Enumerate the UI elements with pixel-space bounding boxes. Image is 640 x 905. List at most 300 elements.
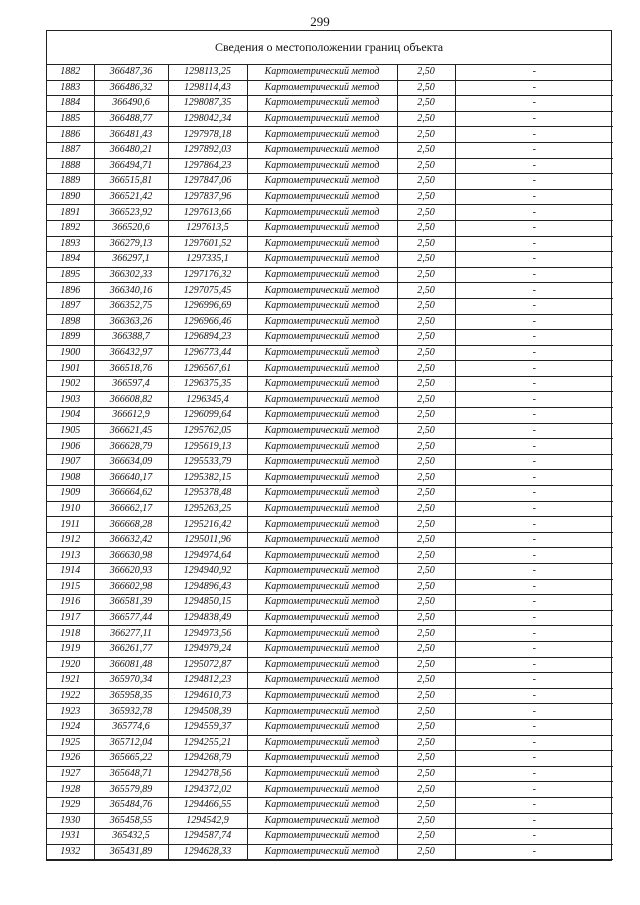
point-number-cell: 1905	[47, 423, 94, 439]
y-coordinate-cell: 1297978,18	[168, 127, 247, 143]
point-number-cell: 1918	[47, 626, 94, 642]
x-coordinate-cell: 366520,6	[94, 220, 168, 236]
accuracy-cell: 2,50	[397, 829, 455, 845]
description-cell: -	[455, 782, 613, 798]
y-coordinate-cell: 1298087,35	[168, 96, 247, 112]
description-cell: -	[455, 174, 613, 190]
accuracy-cell: 2,50	[397, 408, 455, 424]
table-row	[47, 454, 613, 470]
x-coordinate-cell: 366432,97	[94, 345, 168, 361]
x-coordinate-cell: 366486,32	[94, 80, 168, 96]
y-coordinate-cell: 1294973,56	[168, 626, 247, 642]
point-number-cell: 1930	[47, 813, 94, 829]
x-coordinate-cell: 366518,76	[94, 361, 168, 377]
accuracy-cell: 2,50	[397, 65, 455, 80]
description-cell: -	[455, 532, 613, 548]
point-number-cell: 1882	[47, 65, 94, 80]
table-row	[47, 408, 613, 424]
method-cell: Картометрический метод	[247, 657, 397, 673]
table-row	[47, 314, 613, 330]
x-coordinate-cell: 366297,1	[94, 252, 168, 268]
description-cell: -	[455, 361, 613, 377]
method-cell: Картометрический метод	[247, 532, 397, 548]
y-coordinate-cell: 1297613,66	[168, 205, 247, 221]
table-row	[47, 423, 613, 439]
y-coordinate-cell: 1298114,43	[168, 80, 247, 96]
accuracy-cell: 2,50	[397, 111, 455, 127]
table-row	[47, 142, 613, 158]
method-cell: Картометрический метод	[247, 142, 397, 158]
table-row	[47, 252, 613, 268]
description-cell: -	[455, 439, 613, 455]
y-coordinate-cell: 1297335,1	[168, 252, 247, 268]
description-cell: -	[455, 657, 613, 673]
x-coordinate-cell: 366577,44	[94, 610, 168, 626]
accuracy-cell: 2,50	[397, 766, 455, 782]
x-coordinate-cell: 366612,9	[94, 408, 168, 424]
table-row	[47, 470, 613, 486]
point-number-cell: 1890	[47, 189, 94, 205]
x-coordinate-cell: 365712,04	[94, 735, 168, 751]
accuracy-cell: 2,50	[397, 330, 455, 346]
point-number-cell: 1921	[47, 673, 94, 689]
method-cell: Картометрический метод	[247, 595, 397, 611]
description-cell: -	[455, 610, 613, 626]
method-cell: Картометрический метод	[247, 470, 397, 486]
y-coordinate-cell: 1296375,35	[168, 376, 247, 392]
description-cell: -	[455, 486, 613, 502]
accuracy-cell: 2,50	[397, 704, 455, 720]
accuracy-cell: 2,50	[397, 797, 455, 813]
table-row	[47, 595, 613, 611]
accuracy-cell: 2,50	[397, 719, 455, 735]
method-cell: Картометрический метод	[247, 548, 397, 564]
accuracy-cell: 2,50	[397, 252, 455, 268]
method-cell: Картометрический метод	[247, 813, 397, 829]
point-number-cell: 1883	[47, 80, 94, 96]
table-row	[47, 766, 613, 782]
y-coordinate-cell: 1294587,74	[168, 829, 247, 845]
method-cell: Картометрический метод	[247, 797, 397, 813]
x-coordinate-cell: 366523,92	[94, 205, 168, 221]
y-coordinate-cell: 1294508,39	[168, 704, 247, 720]
accuracy-cell: 2,50	[397, 158, 455, 174]
accuracy-cell: 2,50	[397, 127, 455, 143]
accuracy-cell: 2,50	[397, 361, 455, 377]
y-coordinate-cell: 1294628,33	[168, 844, 247, 860]
description-cell: -	[455, 564, 613, 580]
x-coordinate-cell: 366352,75	[94, 298, 168, 314]
method-cell: Картометрический метод	[247, 345, 397, 361]
point-number-cell: 1929	[47, 797, 94, 813]
x-coordinate-cell: 366302,33	[94, 267, 168, 283]
table-row	[47, 80, 613, 96]
x-coordinate-cell: 365958,35	[94, 688, 168, 704]
description-cell: -	[455, 142, 613, 158]
description-cell: -	[455, 501, 613, 517]
description-cell: -	[455, 751, 613, 767]
description-cell: -	[455, 111, 613, 127]
description-cell: -	[455, 595, 613, 611]
y-coordinate-cell: 1297864,23	[168, 158, 247, 174]
method-cell: Картометрический метод	[247, 408, 397, 424]
description-cell: -	[455, 813, 613, 829]
point-number-cell: 1895	[47, 267, 94, 283]
accuracy-cell: 2,50	[397, 267, 455, 283]
y-coordinate-cell: 1295619,13	[168, 439, 247, 455]
method-cell: Картометрический метод	[247, 80, 397, 96]
table-row	[47, 579, 613, 595]
x-coordinate-cell: 366340,16	[94, 283, 168, 299]
method-cell: Картометрический метод	[247, 158, 397, 174]
accuracy-cell: 2,50	[397, 657, 455, 673]
method-cell: Картометрический метод	[247, 252, 397, 268]
accuracy-cell: 2,50	[397, 376, 455, 392]
point-number-cell: 1911	[47, 517, 94, 533]
description-cell: -	[455, 688, 613, 704]
description-cell: -	[455, 548, 613, 564]
method-cell: Картометрический метод	[247, 610, 397, 626]
accuracy-cell: 2,50	[397, 641, 455, 657]
table-row	[47, 610, 613, 626]
method-cell: Картометрический метод	[247, 829, 397, 845]
description-cell: -	[455, 298, 613, 314]
x-coordinate-cell: 366608,82	[94, 392, 168, 408]
accuracy-cell: 2,50	[397, 189, 455, 205]
table-row	[47, 751, 613, 767]
method-cell: Картометрический метод	[247, 626, 397, 642]
accuracy-cell: 2,50	[397, 688, 455, 704]
accuracy-cell: 2,50	[397, 564, 455, 580]
description-cell: -	[455, 267, 613, 283]
x-coordinate-cell: 365970,34	[94, 673, 168, 689]
accuracy-cell: 2,50	[397, 392, 455, 408]
method-cell: Картометрический метод	[247, 501, 397, 517]
description-cell: -	[455, 314, 613, 330]
y-coordinate-cell: 1294278,56	[168, 766, 247, 782]
x-coordinate-cell: 366494,71	[94, 158, 168, 174]
description-cell: -	[455, 423, 613, 439]
method-cell: Картометрический метод	[247, 735, 397, 751]
point-number-cell: 1899	[47, 330, 94, 346]
x-coordinate-cell: 366640,17	[94, 470, 168, 486]
table-row	[47, 797, 613, 813]
table-row	[47, 189, 613, 205]
accuracy-cell: 2,50	[397, 454, 455, 470]
y-coordinate-cell: 1295263,25	[168, 501, 247, 517]
table-row	[47, 345, 613, 361]
point-number-cell: 1931	[47, 829, 94, 845]
x-coordinate-cell: 366515,81	[94, 174, 168, 190]
point-number-cell: 1904	[47, 408, 94, 424]
description-cell: -	[455, 158, 613, 174]
accuracy-cell: 2,50	[397, 548, 455, 564]
x-coordinate-cell: 366620,93	[94, 564, 168, 580]
method-cell: Картометрический метод	[247, 205, 397, 221]
x-coordinate-cell: 366628,79	[94, 439, 168, 455]
accuracy-cell: 2,50	[397, 626, 455, 642]
accuracy-cell: 2,50	[397, 532, 455, 548]
description-cell: -	[455, 252, 613, 268]
accuracy-cell: 2,50	[397, 501, 455, 517]
x-coordinate-cell: 366279,13	[94, 236, 168, 252]
method-cell: Картометрический метод	[247, 719, 397, 735]
accuracy-cell: 2,50	[397, 80, 455, 96]
description-cell: -	[455, 330, 613, 346]
table-row	[47, 501, 613, 517]
x-coordinate-cell: 366630,98	[94, 548, 168, 564]
description-cell: -	[455, 766, 613, 782]
method-cell: Картометрический метод	[247, 236, 397, 252]
y-coordinate-cell: 1295533,79	[168, 454, 247, 470]
y-coordinate-cell: 1294940,92	[168, 564, 247, 580]
point-number-cell: 1885	[47, 111, 94, 127]
table-row	[47, 96, 613, 112]
method-cell: Картометрический метод	[247, 454, 397, 470]
x-coordinate-cell: 366388,7	[94, 330, 168, 346]
point-number-cell: 1919	[47, 641, 94, 657]
point-number-cell: 1914	[47, 564, 94, 580]
table-title: Сведения о местоположении границ объекта	[47, 31, 611, 65]
point-number-cell: 1928	[47, 782, 94, 798]
point-number-cell: 1891	[47, 205, 94, 221]
y-coordinate-cell: 1295382,15	[168, 470, 247, 486]
y-coordinate-cell: 1294542,9	[168, 813, 247, 829]
point-number-cell: 1888	[47, 158, 94, 174]
table-row	[47, 220, 613, 236]
method-cell: Картометрический метод	[247, 376, 397, 392]
description-cell: -	[455, 626, 613, 642]
point-number-cell: 1912	[47, 532, 94, 548]
accuracy-cell: 2,50	[397, 782, 455, 798]
point-number-cell: 1916	[47, 595, 94, 611]
y-coordinate-cell: 1295072,87	[168, 657, 247, 673]
accuracy-cell: 2,50	[397, 220, 455, 236]
table-row	[47, 719, 613, 735]
x-coordinate-cell: 365458,55	[94, 813, 168, 829]
x-coordinate-cell: 366490,6	[94, 96, 168, 112]
point-number-cell: 1901	[47, 361, 94, 377]
y-coordinate-cell: 1297892,03	[168, 142, 247, 158]
method-cell: Картометрический метод	[247, 751, 397, 767]
y-coordinate-cell: 1294896,43	[168, 579, 247, 595]
accuracy-cell: 2,50	[397, 813, 455, 829]
point-number-cell: 1900	[47, 345, 94, 361]
table-row	[47, 688, 613, 704]
description-cell: -	[455, 797, 613, 813]
description-cell: -	[455, 283, 613, 299]
point-number-cell: 1906	[47, 439, 94, 455]
method-cell: Картометрический метод	[247, 220, 397, 236]
x-coordinate-cell: 366602,98	[94, 579, 168, 595]
point-number-cell: 1913	[47, 548, 94, 564]
table-row	[47, 439, 613, 455]
point-number-cell: 1909	[47, 486, 94, 502]
description-cell: -	[455, 408, 613, 424]
table-row	[47, 844, 613, 860]
point-number-cell: 1920	[47, 657, 94, 673]
y-coordinate-cell: 1297176,32	[168, 267, 247, 283]
coordinates-table	[47, 65, 613, 860]
y-coordinate-cell: 1297613,5	[168, 220, 247, 236]
y-coordinate-cell: 1294255,21	[168, 735, 247, 751]
description-cell: -	[455, 517, 613, 533]
point-number-cell: 1892	[47, 220, 94, 236]
table-row	[47, 548, 613, 564]
table-row	[47, 205, 613, 221]
method-cell: Картометрический метод	[247, 517, 397, 533]
accuracy-cell: 2,50	[397, 283, 455, 299]
x-coordinate-cell: 365484,76	[94, 797, 168, 813]
x-coordinate-cell: 365431,89	[94, 844, 168, 860]
method-cell: Картометрический метод	[247, 314, 397, 330]
x-coordinate-cell: 365932,78	[94, 704, 168, 720]
accuracy-cell: 2,50	[397, 174, 455, 190]
method-cell: Картометрический метод	[247, 641, 397, 657]
point-number-cell: 1894	[47, 252, 94, 268]
accuracy-cell: 2,50	[397, 96, 455, 112]
x-coordinate-cell: 366487,36	[94, 65, 168, 80]
point-number-cell: 1884	[47, 96, 94, 112]
table-row	[47, 111, 613, 127]
method-cell: Картометрический метод	[247, 267, 397, 283]
description-cell: -	[455, 392, 613, 408]
x-coordinate-cell: 366662,17	[94, 501, 168, 517]
description-cell: -	[455, 345, 613, 361]
table-row	[47, 486, 613, 502]
description-cell: -	[455, 127, 613, 143]
x-coordinate-cell: 366521,42	[94, 189, 168, 205]
point-number-cell: 1922	[47, 688, 94, 704]
accuracy-cell: 2,50	[397, 470, 455, 486]
x-coordinate-cell: 365648,71	[94, 766, 168, 782]
y-coordinate-cell: 1295762,05	[168, 423, 247, 439]
boundary-table-frame	[46, 30, 612, 861]
method-cell: Картометрический метод	[247, 782, 397, 798]
description-cell: -	[455, 96, 613, 112]
point-number-cell: 1896	[47, 283, 94, 299]
table-row	[47, 735, 613, 751]
x-coordinate-cell: 366632,42	[94, 532, 168, 548]
x-coordinate-cell: 366488,77	[94, 111, 168, 127]
accuracy-cell: 2,50	[397, 579, 455, 595]
y-coordinate-cell: 1294466,55	[168, 797, 247, 813]
table-row	[47, 283, 613, 299]
x-coordinate-cell: 366363,26	[94, 314, 168, 330]
y-coordinate-cell: 1296773,44	[168, 345, 247, 361]
method-cell: Картометрический метод	[247, 65, 397, 80]
y-coordinate-cell: 1296345,4	[168, 392, 247, 408]
method-cell: Картометрический метод	[247, 564, 397, 580]
table-row	[47, 704, 613, 720]
y-coordinate-cell: 1295011,96	[168, 532, 247, 548]
y-coordinate-cell: 1294979,24	[168, 641, 247, 657]
x-coordinate-cell: 365432,5	[94, 829, 168, 845]
y-coordinate-cell: 1294812,23	[168, 673, 247, 689]
description-cell: -	[455, 236, 613, 252]
method-cell: Картометрический метод	[247, 111, 397, 127]
method-cell: Картометрический метод	[247, 439, 397, 455]
method-cell: Картометрический метод	[247, 688, 397, 704]
point-number-cell: 1886	[47, 127, 94, 143]
x-coordinate-cell: 366481,43	[94, 127, 168, 143]
description-cell: -	[455, 579, 613, 595]
description-cell: -	[455, 80, 613, 96]
description-cell: -	[455, 189, 613, 205]
method-cell: Картометрический метод	[247, 844, 397, 860]
description-cell: -	[455, 65, 613, 80]
description-cell: -	[455, 719, 613, 735]
method-cell: Картометрический метод	[247, 330, 397, 346]
y-coordinate-cell: 1297837,96	[168, 189, 247, 205]
description-cell: -	[455, 376, 613, 392]
page-number: 299	[310, 14, 330, 29]
y-coordinate-cell: 1294610,73	[168, 688, 247, 704]
x-coordinate-cell: 366480,21	[94, 142, 168, 158]
description-cell: -	[455, 735, 613, 751]
description-cell: -	[455, 704, 613, 720]
accuracy-cell: 2,50	[397, 298, 455, 314]
accuracy-cell: 2,50	[397, 610, 455, 626]
table-row	[47, 782, 613, 798]
x-coordinate-cell: 365774,6	[94, 719, 168, 735]
accuracy-cell: 2,50	[397, 439, 455, 455]
method-cell: Картометрический метод	[247, 486, 397, 502]
x-coordinate-cell: 366581,39	[94, 595, 168, 611]
accuracy-cell: 2,50	[397, 751, 455, 767]
x-coordinate-cell: 366597,4	[94, 376, 168, 392]
point-number-cell: 1927	[47, 766, 94, 782]
table-row	[47, 829, 613, 845]
accuracy-cell: 2,50	[397, 314, 455, 330]
y-coordinate-cell: 1296099,64	[168, 408, 247, 424]
y-coordinate-cell: 1294559,37	[168, 719, 247, 735]
accuracy-cell: 2,50	[397, 844, 455, 860]
method-cell: Картометрический метод	[247, 298, 397, 314]
y-coordinate-cell: 1294268,79	[168, 751, 247, 767]
table-row	[47, 392, 613, 408]
accuracy-cell: 2,50	[397, 345, 455, 361]
method-cell: Картометрический метод	[247, 579, 397, 595]
x-coordinate-cell: 366621,45	[94, 423, 168, 439]
point-number-cell: 1926	[47, 751, 94, 767]
point-number-cell: 1915	[47, 579, 94, 595]
point-number-cell: 1889	[47, 174, 94, 190]
method-cell: Картометрический метод	[247, 766, 397, 782]
table-row	[47, 813, 613, 829]
point-number-cell: 1887	[47, 142, 94, 158]
method-cell: Картометрический метод	[247, 361, 397, 377]
point-number-cell: 1893	[47, 236, 94, 252]
table-row	[47, 376, 613, 392]
description-cell: -	[455, 205, 613, 221]
table-row	[47, 517, 613, 533]
point-number-cell: 1910	[47, 501, 94, 517]
point-number-cell: 1924	[47, 719, 94, 735]
point-number-cell: 1925	[47, 735, 94, 751]
y-coordinate-cell: 1294974,64	[168, 548, 247, 564]
table-row	[47, 673, 613, 689]
y-coordinate-cell: 1295216,42	[168, 517, 247, 533]
method-cell: Картометрический метод	[247, 174, 397, 190]
x-coordinate-cell: 366634,09	[94, 454, 168, 470]
accuracy-cell: 2,50	[397, 486, 455, 502]
table-row	[47, 158, 613, 174]
point-number-cell: 1903	[47, 392, 94, 408]
x-coordinate-cell: 366261,77	[94, 641, 168, 657]
coordinates-table-body	[47, 65, 613, 860]
table-row	[47, 174, 613, 190]
